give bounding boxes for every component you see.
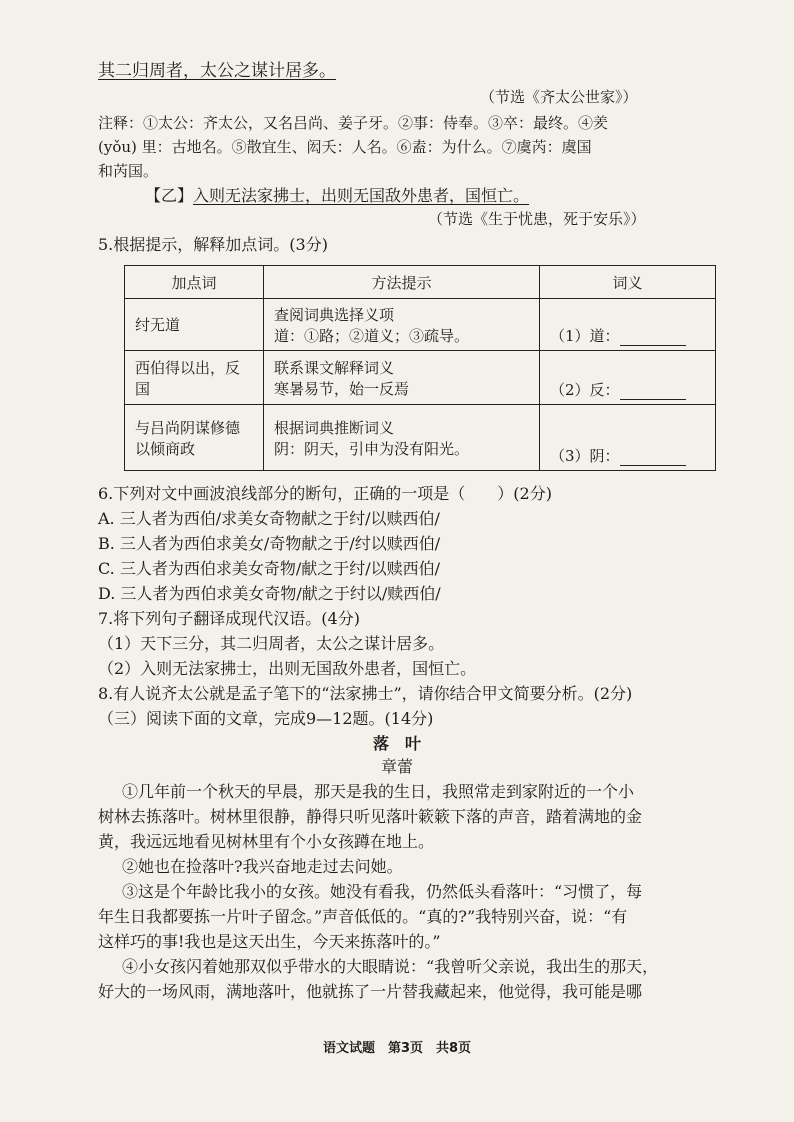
answer-cell <box>540 351 716 405</box>
question-7: 7.将下列句子翻译成现代汉语。(4分) <box>98 609 360 628</box>
note-line-2: (yǒu) 里：古地名。⑤散宜生、闳夭：人名。⑥盍：为什么。⑦虞芮：虞国 <box>98 138 592 156</box>
article-line: ④小女孩闪着她那双似乎带水的大眼睛说：“我曾听父亲说，我出生的那天， <box>122 957 659 976</box>
article-line: 黄，我远远地看见树林里有个小女孩蹲在地上。 <box>98 832 435 851</box>
word-cell: 西伯得以出，反国 <box>125 351 264 405</box>
method-line: 查阅词典选择义项 <box>274 305 395 324</box>
word-cell: 纣无道 <box>125 299 264 351</box>
option-a[interactable]: A. 三人者为西伯/求美女奇物献之于纣/以赎西伯/ <box>98 509 440 528</box>
article-line: ③这是个年龄比我小的女孩。她没有看我，仍然低头看落叶：“习惯了，每 <box>122 882 643 901</box>
article-line: ②她也在捡落叶?我兴奋地走过去问她。 <box>122 857 403 876</box>
method-line: 道：①路；②道义；③疏导。 <box>274 326 470 345</box>
option-c[interactable]: C. 三人者为西伯求美女奇物/献之于纣/以赎西伯/ <box>98 559 441 578</box>
note-line-3: 和芮国。 <box>98 162 159 180</box>
option-d[interactable]: D. 三人者为西伯求美女奇物/献之于纣以/赎西伯/ <box>98 584 441 603</box>
question-6: 6.下列对文中画波浪线部分的断句，正确的一项是（ ）(2分) <box>98 484 552 503</box>
header-meaning: 词义 <box>540 266 716 299</box>
method-line: 根据词典推断词义 <box>274 418 395 437</box>
table-row <box>125 351 716 405</box>
method-cell <box>264 405 540 471</box>
answer-label: （1）道： <box>550 327 620 345</box>
header-method: 方法提示 <box>264 266 540 299</box>
passage-b-label: 【乙】 <box>145 186 194 205</box>
article-line: 树林去拣落叶。树林里很静，静得只听见落叶簌簌下落的声音，踏着满地的金 <box>98 807 643 826</box>
method-cell <box>264 299 540 351</box>
answer-blank[interactable] <box>620 385 686 400</box>
article-line: 年生日我都要拣一片叶子留念。”声音低低的。“真的?”我特别兴奋，说：“有 <box>98 907 628 926</box>
article-line: 好大的一场风雨，满地落叶，他就拣了一片替我藏起来，他觉得，我可能是哪 <box>98 982 643 1001</box>
answer-cell <box>540 405 716 471</box>
option-b[interactable]: B. 三人者为西伯求美女/奇物献之于/纣以赎西伯/ <box>98 534 441 553</box>
answer-label: （2）反： <box>550 381 620 399</box>
method-line: 阴：阴天，引申为没有阳光。 <box>274 439 470 458</box>
answer-blank[interactable] <box>620 331 686 346</box>
question-5: 5.根据提示，解释加点词。(3分) <box>98 235 328 254</box>
note-line-1: 注释：①太公：齐太公，又名吕尚、姜子牙。②事：侍奉。③卒：最终。④羑 <box>98 114 609 132</box>
article-line: ①几年前一个秋天的早晨，那天是我的生日，我照常走到家附近的一个小 <box>122 782 635 801</box>
table-row <box>125 405 716 471</box>
article-author: 章蕾 <box>380 757 413 776</box>
question-8: 8.有人说齐太公就是孟子笔下的“法家拂士”，请你结合甲文简要分析。(2分) <box>98 684 633 703</box>
answer-label: （3）阴： <box>550 447 620 465</box>
passage-b <box>145 185 529 207</box>
article-line: 这样巧的事!我也是这天出生，今天来拣落叶的。” <box>98 932 441 951</box>
table-row <box>125 299 716 351</box>
table-header-row <box>125 266 716 299</box>
word-meaning-table <box>124 265 716 471</box>
method-line: 联系课文解释词义 <box>274 358 395 377</box>
word-cell: 与吕尚阴谋修德以倾商政 <box>125 405 264 471</box>
q7-item-2: （2）入则无法家拂士，出则无国敌外患者，国恒亡。 <box>98 659 477 678</box>
page-footer: 语文试题 第3页 共8页 <box>322 1041 472 1056</box>
q7-item-1: （1）天下三分，其二归周者，太公之谋计居多。 <box>98 634 445 653</box>
method-line: 寒暑易节，始一反焉 <box>274 379 410 398</box>
source-b: （节选《生于忧患，死于安乐》） <box>428 210 646 228</box>
source-a: （节选《齐太公世家》） <box>480 88 638 106</box>
section-three-heading: （三）阅读下面的文章，完成9—12题。(14分) <box>98 709 434 728</box>
article-title: 落 叶 <box>372 734 421 753</box>
passage-b-text: 入则无法家拂士，出则无国敌外患者，国恒亡。 <box>193 186 530 205</box>
method-cell <box>264 351 540 405</box>
passage-a-last-line: 其二归周者，太公之谋计居多。 <box>98 61 336 81</box>
header-word: 加点词 <box>125 266 264 299</box>
answer-blank[interactable] <box>620 451 686 466</box>
answer-cell <box>540 299 716 351</box>
